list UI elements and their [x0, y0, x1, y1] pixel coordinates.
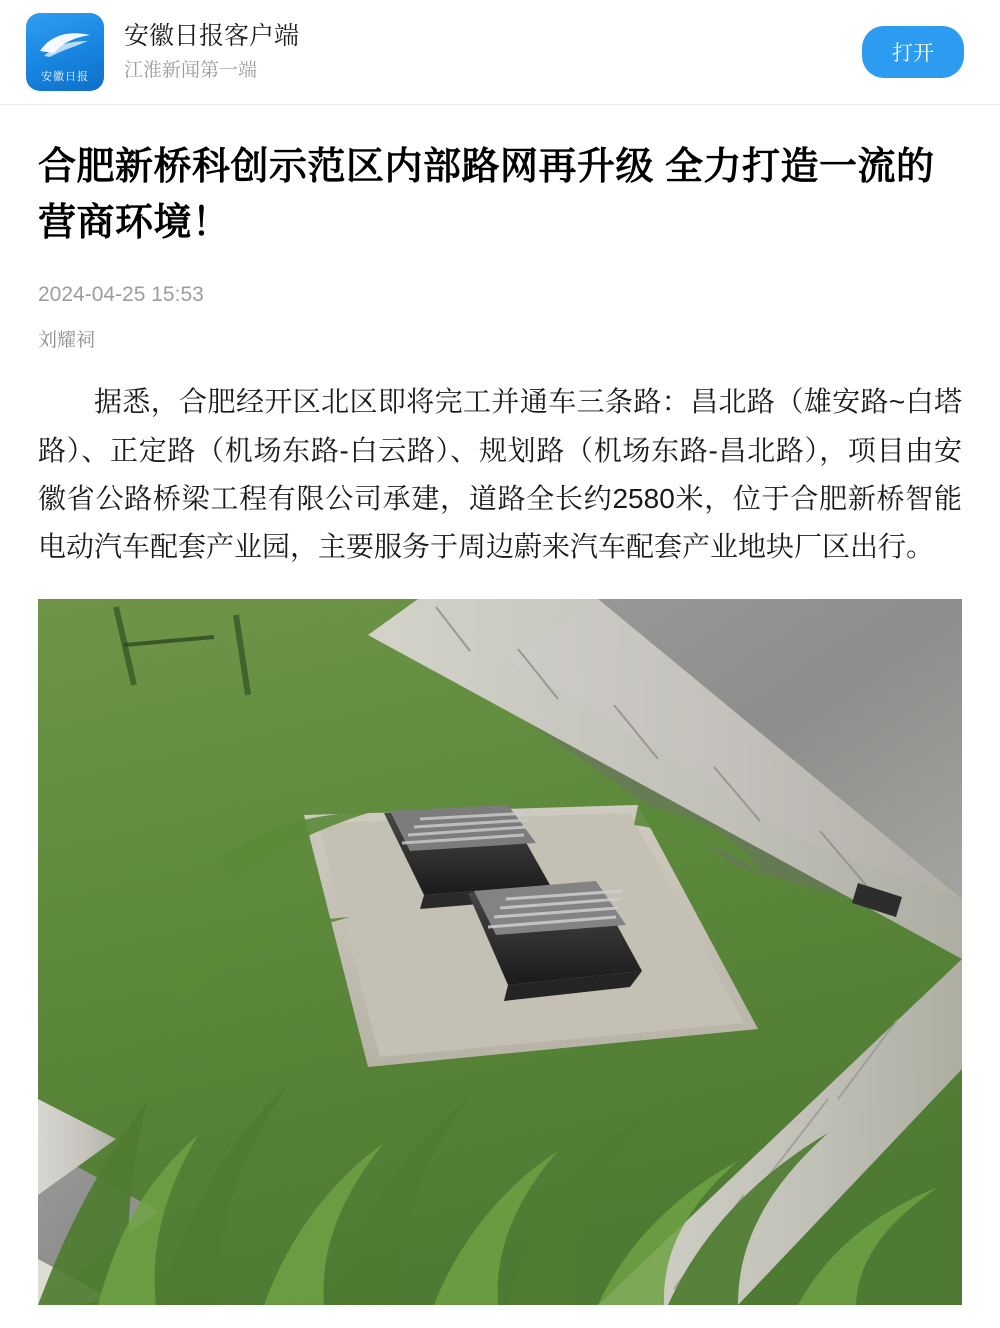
page-title: 合肥新桥科创示范区内部路网再升级 全力打造一流的营商环境！ [38, 146, 935, 245]
eagle-icon [38, 29, 92, 59]
article-photo [38, 599, 962, 1305]
app-logo [26, 13, 104, 91]
article-content [0, 105, 1000, 571]
article-paragraph: 据悉，合肥经开区北区即将完工并通车三条路：昌北路（雄安路~白塔路）、正定路（机场东路-白云路）、规划路（机场东路-昌北路），项目由安徽省公路桥梁工程有限公司承建，道路全长约2580米，位于合肥新桥智能电动汽车配套产业园，主要服务于周边蔚来汽车配套产业地块厂区出行。 [38, 386, 962, 562]
app-logo-caption: 安徽日报 [41, 71, 89, 83]
publish-time: 2024-04-25 15:53 [38, 283, 204, 307]
roadside-drain-photo [38, 599, 962, 1305]
open-app-button[interactable]: 打开 [862, 26, 964, 78]
app-name: 安徽日报客户端 [124, 22, 300, 50]
author-name: 刘耀祠 [38, 330, 96, 352]
app-promo-bar [0, 0, 1000, 105]
app-slogan: 江淮新闻第一端 [124, 60, 258, 82]
app-meta [124, 21, 862, 83]
article-image-container [0, 599, 1000, 1305]
